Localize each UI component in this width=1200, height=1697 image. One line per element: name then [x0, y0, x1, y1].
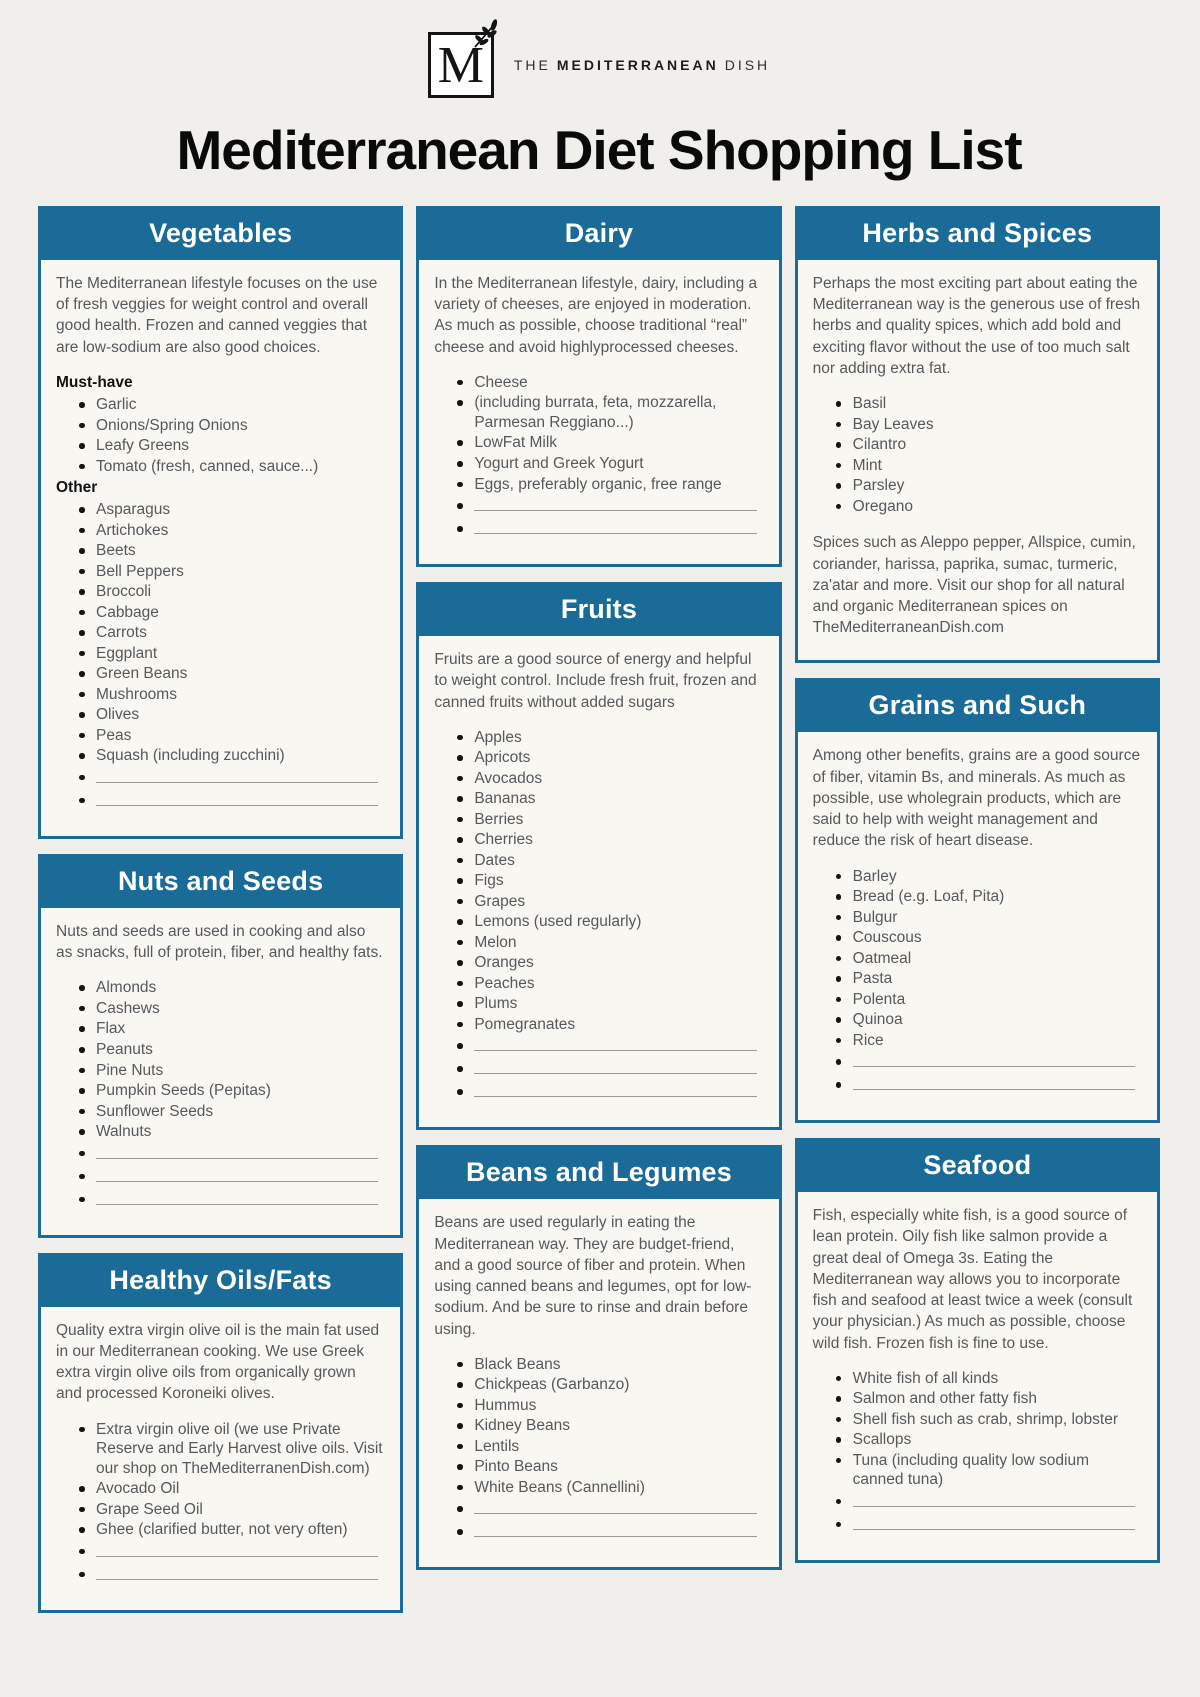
item-list: [813, 1369, 1141, 1490]
write-in-rule: [853, 1492, 1135, 1507]
section-title: Vegetables: [41, 209, 400, 260]
list-item: Pomegranates: [434, 1015, 762, 1035]
column-3: [795, 206, 1160, 1563]
list-item: Barley: [813, 867, 1141, 887]
write-in-rule: [474, 1499, 756, 1514]
section-body: [419, 1199, 778, 1567]
section-body: [41, 908, 400, 1235]
list-item: Leafy Greens: [56, 436, 384, 456]
list-item: Flax: [56, 1019, 384, 1039]
blank-write-in-line: [813, 1492, 1141, 1514]
write-in-rule: [96, 1565, 378, 1580]
list-item: Peaches: [434, 974, 762, 994]
list-item: Asparagus: [56, 500, 384, 520]
list-item: Mint: [813, 456, 1141, 476]
blank-write-in-line: [813, 1075, 1141, 1097]
blank-write-in-line: [434, 519, 762, 541]
write-in-rule: [96, 1144, 378, 1159]
blank-write-in-line: [56, 768, 384, 790]
write-in-rule: [474, 496, 756, 511]
item-list: [434, 728, 762, 1035]
list-item: Sunflower Seeds: [56, 1102, 384, 1122]
write-in-rule: [96, 768, 378, 783]
brand-word-mediterranean: MEDITERRANEAN: [556, 57, 719, 73]
section-nuts-and-seeds: [38, 854, 403, 1238]
section-intro: In the Mediterranean lifestyle, dairy, including a variety of cheeses, are enjoyed in moderation. As much as possible, choose traditional “real” cheese and avoid highlyprocessed cheeses.: [434, 275, 758, 356]
item-list: [56, 1420, 384, 1540]
column-2: [416, 206, 781, 1570]
blank-list: [434, 1499, 762, 1544]
list-item: Melon: [434, 933, 762, 953]
blank-write-in-line: [434, 1499, 762, 1521]
blank-write-in-line: [56, 1167, 384, 1189]
section-title: Fruits: [419, 585, 778, 636]
list-item: Ghee (clarified butter, not very often): [56, 1520, 384, 1540]
section-beans-and-legumes: [416, 1145, 781, 1570]
blank-list: [813, 1492, 1141, 1537]
list-item: Apricots: [434, 748, 762, 768]
list-item: Figs: [434, 871, 762, 891]
blank-write-in-line: [813, 1515, 1141, 1537]
list-item: Black Beans: [434, 1355, 762, 1375]
write-in-rule: [853, 1052, 1135, 1067]
blank-write-in-line: [434, 496, 762, 518]
list-item: Artichokes: [56, 521, 384, 541]
list-item: Quinoa: [813, 1010, 1141, 1030]
list-item: Eggs, preferably organic, free range: [434, 475, 762, 495]
list-item: Basil: [813, 394, 1141, 414]
section-herbs-and-spices: [795, 206, 1160, 663]
list-item: Cilantro: [813, 435, 1141, 455]
brand-name: [514, 57, 770, 73]
list-item: Extra virgin olive oil (we use Private Reserve and Early Harvest olive oils. Visit our shop on TheMediterranenDish.com): [56, 1420, 384, 1479]
section-intro: Fish, especially white fish, is a good source of lean protein. Oily fish like salmon provide a great deal of Omega 3s. Eating the Mediterranean way allows you to incorporate fish and seafood at least twice a week (consult your physician.) As much as possible, choose wild fish. Frozen fish is fine to use.: [812, 1207, 1133, 1352]
section-body: [41, 1307, 400, 1610]
list-item: Dates: [434, 851, 762, 871]
list-item: Couscous: [813, 928, 1141, 948]
write-in-rule: [96, 1167, 378, 1182]
write-in-rule: [474, 1059, 756, 1074]
list-item: Carrots: [56, 623, 384, 643]
list-item: Onions/Spring Onions: [56, 416, 384, 436]
list-item: Olives: [56, 705, 384, 725]
list-item: Hummus: [434, 1396, 762, 1416]
section-grains-and-such: [795, 678, 1160, 1123]
blank-write-in-line: [813, 1052, 1141, 1074]
blank-write-in-line: [56, 1565, 384, 1587]
list-item: Parsley: [813, 476, 1141, 496]
item-list: [56, 500, 384, 766]
list-item: Bread (e.g. Loaf, Pita): [813, 887, 1141, 907]
section-body: [41, 260, 400, 836]
write-in-rule: [96, 791, 378, 806]
list-item: Walnuts: [56, 1122, 384, 1142]
list-item: Cabbage: [56, 603, 384, 623]
section-title: Herbs and Spices: [798, 209, 1157, 260]
list-item: Avocados: [434, 769, 762, 789]
section-title: Seafood: [798, 1141, 1157, 1192]
list-item: Green Beans: [56, 664, 384, 684]
list-item: Cherries: [434, 830, 762, 850]
section-intro: The Mediterranean lifestyle focuses on the use of fresh veggies for weight control and overall good health. Frozen and canned veggies that are low-sodium are also good choices.: [56, 275, 378, 356]
section-healthy-oils-fats: [38, 1253, 403, 1613]
write-in-rule: [474, 1522, 756, 1537]
section-vegetables: [38, 206, 403, 839]
list-item: Lemons (used regularly): [434, 912, 762, 932]
section-title: Healthy Oils/Fats: [41, 1256, 400, 1307]
section-seafood: [795, 1138, 1160, 1563]
brand-header: [38, 32, 1160, 98]
blank-list: [56, 768, 384, 813]
list-item: Tomato (fresh, canned, sauce...): [56, 457, 384, 477]
list-item: Pumpkin Seeds (Pepitas): [56, 1081, 384, 1101]
section-intro: Nuts and seeds are used in cooking and also as snacks, full of protein, fiber, and healthy fats.: [56, 922, 383, 962]
write-in-rule: [853, 1075, 1135, 1090]
list-item: Grapes: [434, 892, 762, 912]
section-dairy: [416, 206, 781, 567]
section-intro: Among other benefits, grains are a good source of fiber, vitamin Bs, and minerals. As much as possible, use wholegrain products, which are said to help with weight management and reduce the risk of heart disease.: [812, 747, 1141, 850]
blank-list: [56, 1144, 384, 1212]
section-body: [798, 732, 1157, 1120]
section-intro: Perhaps the most exciting part about eating the Mediterranean way is the generous use of fresh herbs and quality spices, which add bold and exciting flavor without the use of too much salt nor adding extra fat.: [812, 275, 1141, 377]
list-item: Almonds: [56, 978, 384, 998]
blank-write-in-line: [56, 1144, 384, 1166]
list-item: Shell fish such as crab, shrimp, lobster: [813, 1410, 1141, 1430]
section-title: Grains and Such: [798, 681, 1157, 732]
blank-write-in-line: [56, 1190, 384, 1212]
list-item: Bell Peppers: [56, 562, 384, 582]
write-in-rule: [474, 1082, 756, 1097]
list-item: Bananas: [434, 789, 762, 809]
section-body: [419, 260, 778, 564]
list-item: White fish of all kinds: [813, 1369, 1141, 1389]
blank-list: [813, 1052, 1141, 1097]
item-list: [813, 867, 1141, 1051]
list-item: Chickpeas (Garbanzo): [434, 1375, 762, 1395]
write-in-rule: [96, 1190, 378, 1205]
write-in-rule: [474, 1036, 756, 1051]
blank-list: [434, 496, 762, 541]
column-1: [38, 206, 403, 1613]
item-list: [434, 1355, 762, 1498]
list-item: White Beans (Cannellini): [434, 1478, 762, 1498]
columns-grid: [38, 206, 1160, 1613]
list-item: Apples: [434, 728, 762, 748]
list-item: Yogurt and Greek Yogurt: [434, 454, 762, 474]
section-intro: Beans are used regularly in eating the Mediterranean way. They are budget-friend, and a good source of fiber and protein. When using canned beans and legumes, opt for low-sodium. And be sure to rinse and drain before using.: [434, 1214, 752, 1338]
list-item: Pine Nuts: [56, 1061, 384, 1081]
list-item: Kidney Beans: [434, 1416, 762, 1436]
brand-logo-letter: M: [437, 37, 484, 94]
item-list: [56, 395, 384, 476]
list-item: Berries: [434, 810, 762, 830]
blank-write-in-line: [434, 1036, 762, 1058]
list-item: Tuna (including quality low sodium canned tuna): [813, 1451, 1141, 1490]
list-item: Avocado Oil: [56, 1479, 384, 1499]
list-item: Squash (including zucchini): [56, 746, 384, 766]
blank-write-in-line: [56, 791, 384, 813]
list-item: Cheese: [434, 373, 762, 393]
blank-write-in-line: [434, 1059, 762, 1081]
write-in-rule: [853, 1515, 1135, 1530]
list-item: Cashews: [56, 999, 384, 1019]
blank-list: [434, 1036, 762, 1104]
list-item: Beets: [56, 541, 384, 561]
item-list: [434, 373, 762, 494]
list-item: Grape Seed Oil: [56, 1500, 384, 1520]
section-body: [419, 636, 778, 1127]
section-body: [798, 260, 1157, 660]
list-group-heading: Other: [56, 479, 98, 497]
item-list: [56, 978, 384, 1141]
list-item: Oranges: [434, 953, 762, 973]
list-item: Polenta: [813, 990, 1141, 1010]
brand-word-the: THE: [513, 57, 551, 73]
list-item: Rice: [813, 1031, 1141, 1051]
section-note: Spices such as Aleppo pepper, Allspice, cumin, coriander, harissa, paprika, sumac, turmeric, za'atar and more. Visit our shop for all natural and organic Mediterranean spices on TheMediterraneanDish.com: [812, 534, 1136, 637]
list-item: LowFat Milk: [434, 433, 762, 453]
list-item: Bulgur: [813, 908, 1141, 928]
brand-word-dish: DISH: [724, 57, 771, 73]
list-item: Eggplant: [56, 644, 384, 664]
list-item: Peanuts: [56, 1040, 384, 1060]
write-in-rule: [96, 1542, 378, 1557]
section-intro: Quality extra virgin olive oil is the main fat used in our Mediterranean cooking. We use Greek extra virgin olive oils from organically grown and processed Koroneiki olives.: [56, 1321, 380, 1403]
list-item: Mushrooms: [56, 685, 384, 705]
list-item: Plums: [434, 994, 762, 1014]
page-title: Mediterranean Diet Shopping List: [176, 119, 1022, 181]
list-item: Garlic: [56, 395, 384, 415]
list-item: Oatmeal: [813, 949, 1141, 969]
write-in-rule: [474, 519, 756, 534]
list-item: Pinto Beans: [434, 1457, 762, 1477]
list-item: Oregano: [813, 497, 1141, 517]
list-item: Pasta: [813, 969, 1141, 989]
section-fruits: [416, 582, 781, 1130]
blank-write-in-line: [56, 1542, 384, 1564]
list-item: Salmon and other fatty fish: [813, 1389, 1141, 1409]
brand-logo: [428, 32, 494, 98]
section-body: [798, 1192, 1157, 1560]
list-item: Lentils: [434, 1437, 762, 1457]
list-group-heading: Must-have: [56, 373, 133, 391]
section-intro: Fruits are a good source of energy and helpful to weight control. Include fresh fruit, frozen and canned fruits without added sugars: [434, 651, 757, 711]
blank-list: [56, 1542, 384, 1587]
item-list: [813, 394, 1141, 516]
section-title: Nuts and Seeds: [41, 857, 400, 908]
blank-write-in-line: [434, 1082, 762, 1104]
section-title: Dairy: [419, 209, 778, 260]
blank-write-in-line: [434, 1522, 762, 1544]
list-item: Bay Leaves: [813, 415, 1141, 435]
section-title: Beans and Legumes: [419, 1148, 778, 1199]
list-item: Peas: [56, 726, 384, 746]
list-item: Broccoli: [56, 582, 384, 602]
list-item: Scallops: [813, 1430, 1141, 1450]
list-item: (including burrata, feta, mozzarella, Parmesan Reggiano...): [434, 393, 762, 432]
